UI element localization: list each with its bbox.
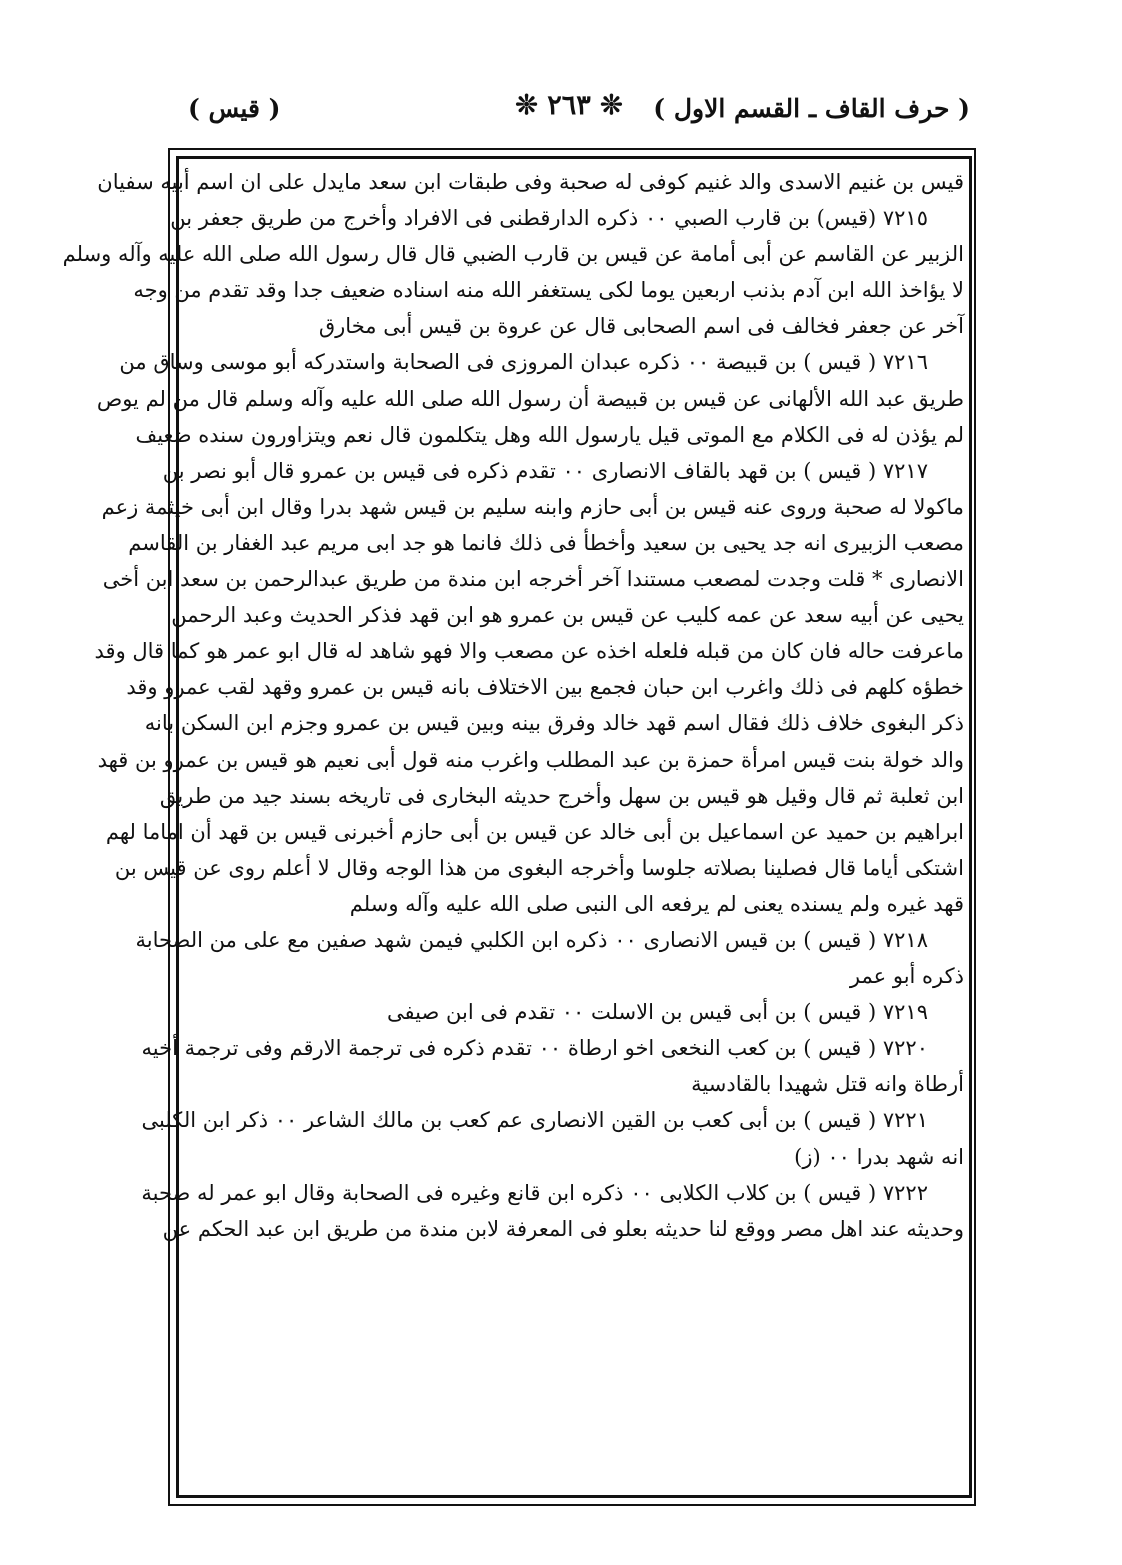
text-line: ابراهيم بن حميد عن اسماعيل بن أبى خالد عن قيس بن أبى حازم أخبرنى قيس بن قهد أن اماما لهم: [105, 819, 964, 844]
page-number: ٢٦٣: [547, 90, 591, 121]
text-line: والد خولة بنت قيس امرأة حمزة بن عبد المطلب واغرب منه قول أبى نعيم هو قيس بن عمرو بن قهد: [97, 747, 964, 772]
body-text: [62, 164, 964, 1494]
text-line: ٧٢٢١ ( قيس ) بن أبى كعب بن القين الانصارى عم كعب بن مالك الشاعر ٠٠ ذكر ابن الكلبى: [141, 1108, 928, 1133]
text-line: لم يؤذن له فى الكلام مع الموتى قيل يارسول الله وهل يتكلمون قال نعم ويتزاورون سنده ضعيف: [135, 422, 964, 447]
text-line: الانصارى * قلت وجدت لمصعب مستندا آخر أخرجه ابن مندة من طريق عبدالرحمن بن سعد ابن أخى: [102, 567, 964, 592]
text-line: ذكر البغوى خلاف ذلك فقال اسم قهد خالد وفرق بينه وبين قيس بن عمرو وجزم ابن السكن بانه: [144, 711, 964, 736]
chapter-title: ( حرف القاف ـ القسم الاول ): [653, 94, 970, 123]
text-line: قيس بن غنيم الاسدى والد غنيم كوفى له صحبة وفى طبقات ابن سعد مايدل على ان اسم أبيه سفيان: [97, 170, 964, 194]
text-line: ٧٢١٧ ( قيس ) بن قهد بالقاف الانصارى ٠٠ تقدم ذكره فى قيس بن عمرو قال أبو نصر بن: [162, 458, 928, 483]
text-line: وحديثه عند اهل مصر ووقع لنا حديثه بعلو فى المعرفة لابن مندة من طريق ابن عبد الحكم عن: [162, 1216, 964, 1241]
text-line: ماكولا له صحبة وروى عنه قيس بن أبى حازم وابنه سليم بن قيس شهد بدرا وقال ابن أبى خيثمة زعم: [101, 494, 964, 519]
text-line: لا يؤاخذ الله ابن آدم بذنب اربعين يوما لكى يستغفر الله منه اسناده ضعيف جدا وقد تقدم من وجه: [133, 278, 964, 303]
text-line: قهد غيره ولم يسنده يعنى لم يرفعه الى النبى صلى الله عليه وآله وسلم: [349, 891, 964, 916]
text-line: الزبير عن القاسم عن أبى أمامة عن قيس بن قارب الضبي قال قال رسول الله صلى الله عليه وآله وسلم: [62, 242, 964, 267]
page-number-group: [515, 90, 623, 121]
ornament-right-icon: ❊: [600, 90, 623, 121]
text-line: يحيى عن أبيه سعد عن عمه كليب عن قيس بن عمرو هو ابن قهد فذكر الحديث وعبد الرحمن: [171, 603, 964, 628]
text-line: آخر عن جعفر فخالف فى اسم الصحابى قال عن عروة بن قيس أبى مخارق: [318, 314, 964, 339]
page-header: [168, 88, 970, 130]
text-line: ابن ثعلبة ثم قال وقيل هو قيس بن سهل وأخرج حديثه البخارى فى تاريخه بسند جيد من طريق: [159, 783, 964, 808]
text-line: ٧٢١٩ ( قيس ) بن أبى قيس بن الاسلت ٠٠ تقدم فى ابن صيفى: [387, 1000, 928, 1025]
text-line: ٧٢٢٢ ( قيس ) بن كلاب الكلابى ٠٠ ذكره ابن قانع وغيره فى الصحابة وقال ابو عمر له صحبة: [141, 1180, 928, 1205]
text-line: ماعرفت حاله فان كان من قبله فلعله اخذه عن مصعب والا فهو شاهد له قال ابو عمر هو كما قال وقد: [94, 639, 964, 664]
text-line: ٧٢١٦ ( قيس ) بن قبيصة ٠٠ ذكره عبدان المروزى فى الصحابة واستدركه أبو موسى وساق من: [119, 350, 928, 375]
text-line: ٧٢٢٠ ( قيس ) بن كعب النخعى اخو ارطاة ٠٠ تقدم ذكره فى ترجمة الارقم وفى ترجمة أخيه: [141, 1036, 928, 1061]
text-line: اشتكى أياما قال فصلينا بصلاته جلوسا وأخرجه البغوى من هذا الوجه وقال لا أعلم روى عن قيس بن: [114, 855, 964, 880]
entry-name: ( قيس ): [188, 94, 281, 123]
text-line: ٧٢١٨ ( قيس ) بن قيس الانصارى ٠٠ ذكره ابن الكلبي فيمن شهد صفين مع على من الصحابة: [135, 927, 928, 952]
text-line: ذكره أبو عمر: [849, 964, 964, 989]
text-line: ٧٢١٥ (قيس) بن قارب الصبي ٠٠ ذكره الدارقطنى فى الافراد وأخرج من طريق جعفر بن: [170, 206, 928, 231]
text-line: طريق عبد الله الألهانى عن قيس بن قبيصة أن رسول الله صلى الله عليه وآله وسلم قال من لم يوص: [96, 386, 964, 411]
text-line: مصعب الزبيرى انه جد يحيى بن سعيد وأخطأ فى ذلك فانما هو جد ابى مريم عبد الغفار بن القاسم: [128, 530, 964, 555]
text-line: انه شهد بدرا ٠٠ (ز): [794, 1144, 964, 1169]
text-line: خطؤه كلهم فى ذلك واغرب ابن حبان فجمع بين الاختلاف بانه قيس بن عمرو وقهد لقب عمرو وقد: [126, 675, 964, 700]
ornament-left-icon: ❊: [515, 90, 538, 121]
text-line: أرطاة وانه قتل شهيدا بالقادسية: [691, 1072, 964, 1097]
